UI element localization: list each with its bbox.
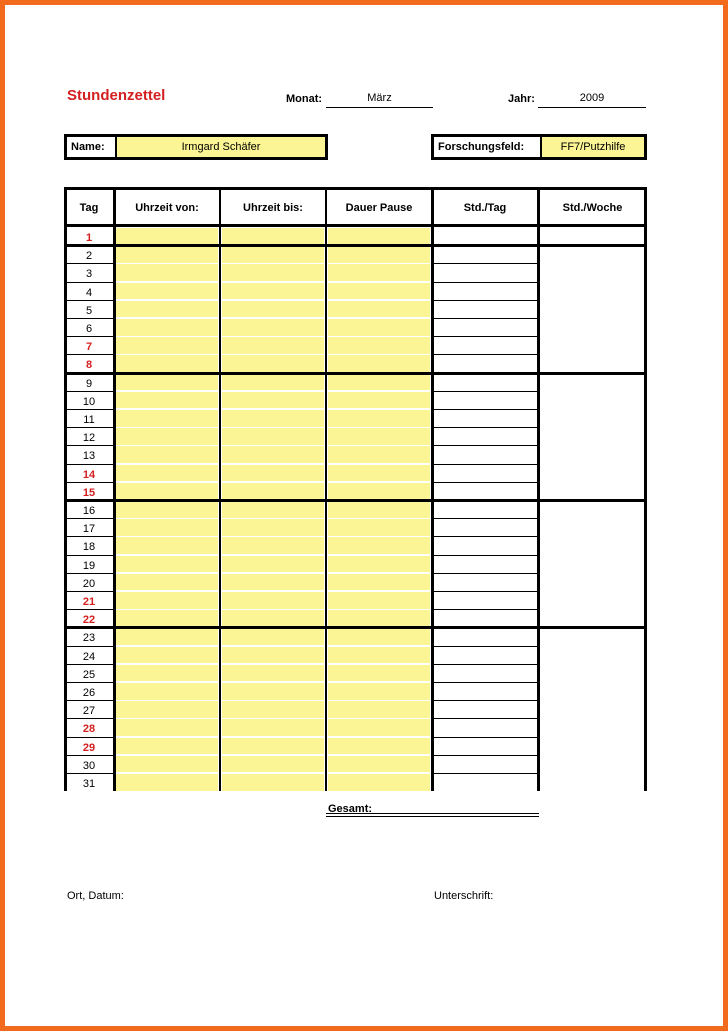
row-divider	[432, 336, 538, 337]
pause-cell[interactable]	[328, 556, 430, 573]
day-number: 6	[85, 323, 93, 335]
row-divider	[432, 737, 538, 738]
name-box	[64, 134, 328, 160]
std-tag-cell[interactable]	[434, 610, 536, 627]
uhrzeit-von-cell[interactable]	[116, 756, 218, 773]
pause-cell[interactable]	[328, 264, 430, 281]
day-number: 13	[82, 450, 96, 463]
uhrzeit-von-cell[interactable]	[116, 428, 218, 445]
uhrzeit-von-cell[interactable]	[116, 374, 218, 391]
pause-cell[interactable]	[328, 301, 430, 318]
row-divider	[432, 664, 538, 665]
pause-cell[interactable]	[328, 774, 430, 791]
pause-cell[interactable]	[328, 410, 430, 427]
row-divider	[432, 427, 538, 428]
std-tag-cell[interactable]	[434, 465, 536, 482]
row-divider	[67, 318, 114, 319]
uhrzeit-von-cell[interactable]	[116, 483, 218, 500]
day-number: 23	[82, 632, 96, 645]
uhrzeit-bis-cell[interactable]	[222, 228, 324, 245]
header-std-tag: Std./Tag	[432, 187, 538, 227]
pause-cell[interactable]	[328, 519, 430, 536]
ort-datum-label: Ort, Datum:	[67, 890, 124, 902]
row-divider	[432, 464, 538, 465]
uhrzeit-von-cell[interactable]	[116, 301, 218, 318]
day-number: 22	[82, 614, 96, 627]
uhrzeit-bis-cell[interactable]	[222, 337, 324, 354]
uhrzeit-von-cell[interactable]	[116, 610, 218, 627]
uhrzeit-bis-cell[interactable]	[222, 264, 324, 281]
header-tag: Tag	[64, 187, 114, 227]
col-border	[431, 187, 434, 791]
uhrzeit-bis-cell[interactable]	[222, 446, 324, 463]
uhrzeit-bis-cell[interactable]	[222, 355, 324, 372]
row-divider	[432, 718, 538, 719]
uhrzeit-bis-cell[interactable]	[222, 519, 324, 536]
row-divider	[67, 700, 114, 701]
forschungsfeld-box	[431, 134, 647, 160]
pause-cell[interactable]	[328, 228, 430, 245]
pause-cell[interactable]	[328, 283, 430, 300]
pause-cell[interactable]	[328, 665, 430, 682]
uhrzeit-von-cell[interactable]	[116, 774, 218, 791]
pause-cell[interactable]	[328, 537, 430, 554]
pause-cell[interactable]	[328, 392, 430, 409]
week-divider	[538, 244, 647, 246]
row-divider	[432, 573, 538, 574]
uhrzeit-von-cell[interactable]	[116, 465, 218, 482]
row-divider	[67, 536, 114, 537]
std-tag-cell[interactable]	[434, 701, 536, 718]
uhrzeit-bis-cell[interactable]	[222, 501, 324, 518]
uhrzeit-von-cell[interactable]	[116, 501, 218, 518]
day-number: 8	[85, 359, 93, 372]
day-number: 4	[85, 286, 93, 299]
row-divider	[67, 646, 114, 647]
jahr-label: Jahr:	[508, 93, 535, 105]
pause-cell[interactable]	[328, 647, 430, 664]
day-number: 30	[82, 759, 96, 772]
row-divider	[432, 263, 538, 264]
std-tag-cell[interactable]	[434, 283, 536, 300]
col-border	[325, 187, 327, 791]
uhrzeit-von-cell[interactable]	[116, 392, 218, 409]
uhrzeit-von-cell[interactable]	[116, 683, 218, 700]
uhrzeit-bis-cell[interactable]	[222, 392, 324, 409]
row-divider	[432, 591, 538, 592]
header-dauer-pause: Dauer Pause	[326, 187, 432, 227]
col-border	[644, 187, 647, 791]
std-tag-cell[interactable]	[434, 337, 536, 354]
pause-cell[interactable]	[328, 738, 430, 755]
uhrzeit-von-cell[interactable]	[116, 446, 218, 463]
pause-cell[interactable]	[328, 756, 430, 773]
uhrzeit-bis-cell[interactable]	[222, 301, 324, 318]
uhrzeit-bis-cell[interactable]	[222, 410, 324, 427]
row-divider	[67, 737, 114, 738]
forschungsfeld-field[interactable]: FF7/Putzhilfe	[542, 137, 644, 157]
uhrzeit-bis-cell[interactable]	[222, 556, 324, 573]
uhrzeit-bis-cell[interactable]	[222, 701, 324, 718]
row-divider	[67, 573, 114, 574]
uhrzeit-von-cell[interactable]	[116, 319, 218, 336]
day-number: 12	[82, 432, 96, 445]
pause-cell[interactable]	[328, 610, 430, 627]
uhrzeit-von-cell[interactable]	[116, 719, 218, 736]
day-number: 20	[82, 577, 96, 590]
uhrzeit-von-cell[interactable]	[116, 337, 218, 354]
row-divider	[67, 263, 114, 264]
uhrzeit-von-cell[interactable]	[116, 574, 218, 591]
uhrzeit-von-cell[interactable]	[116, 592, 218, 609]
uhrzeit-von-cell[interactable]	[116, 665, 218, 682]
pause-cell[interactable]	[328, 701, 430, 718]
uhrzeit-von-cell[interactable]	[116, 519, 218, 536]
std-tag-cell[interactable]	[434, 574, 536, 591]
row-divider	[67, 282, 114, 283]
day-number: 11	[83, 414, 95, 426]
uhrzeit-bis-cell[interactable]	[222, 628, 324, 645]
row-divider	[432, 682, 538, 683]
std-tag-cell[interactable]	[434, 756, 536, 773]
std-tag-cell[interactable]	[434, 592, 536, 609]
row-divider	[432, 518, 538, 519]
row-divider	[67, 409, 114, 410]
day-number: 3	[85, 268, 93, 281]
std-tag-cell[interactable]	[434, 246, 536, 263]
uhrzeit-von-cell[interactable]	[116, 628, 218, 645]
col-border	[219, 187, 221, 791]
uhrzeit-bis-cell[interactable]	[222, 756, 324, 773]
std-tag-cell[interactable]	[434, 319, 536, 336]
pause-cell[interactable]	[328, 465, 430, 482]
std-tag-cell[interactable]	[434, 392, 536, 409]
day-number: 28	[82, 723, 96, 736]
row-divider	[67, 682, 114, 683]
uhrzeit-bis-cell[interactable]	[222, 665, 324, 682]
uhrzeit-von-cell[interactable]	[116, 246, 218, 263]
header-std-woche: Std./Woche	[538, 187, 647, 227]
name-field[interactable]: Irmgard Schäfer	[117, 137, 325, 157]
std-tag-cell[interactable]	[434, 410, 536, 427]
std-tag-cell[interactable]	[434, 738, 536, 755]
row-divider	[67, 391, 114, 392]
uhrzeit-von-cell[interactable]	[116, 647, 218, 664]
std-tag-cell[interactable]	[434, 647, 536, 664]
row-divider	[67, 482, 114, 483]
day-number: 25	[82, 668, 96, 681]
row-divider	[432, 300, 538, 301]
pause-cell[interactable]	[328, 446, 430, 463]
uhrzeit-von-cell[interactable]	[116, 355, 218, 372]
row-divider	[67, 518, 114, 519]
uhrzeit-bis-cell[interactable]	[222, 483, 324, 500]
std-tag-cell[interactable]	[434, 446, 536, 463]
uhrzeit-bis-cell[interactable]	[222, 647, 324, 664]
uhrzeit-von-cell[interactable]	[116, 701, 218, 718]
row-divider	[432, 445, 538, 446]
day-number: 21	[82, 596, 96, 608]
uhrzeit-bis-cell[interactable]	[222, 683, 324, 700]
row-divider	[67, 609, 114, 610]
day-number: 5	[85, 304, 93, 317]
pause-cell[interactable]	[328, 319, 430, 336]
pause-cell[interactable]	[328, 355, 430, 372]
row-divider	[67, 354, 114, 355]
header-uhrzeit-von: Uhrzeit von:	[114, 187, 220, 227]
forschungsfeld-label: Forschungsfeld:	[434, 137, 542, 157]
col-border	[113, 187, 116, 791]
pause-cell[interactable]	[328, 374, 430, 391]
header-uhrzeit-bis: Uhrzeit bis:	[220, 187, 326, 227]
row-divider	[67, 591, 114, 592]
uhrzeit-bis-cell[interactable]	[222, 574, 324, 591]
day-number: 27	[82, 705, 96, 718]
day-number: 2	[85, 250, 93, 263]
std-tag-cell[interactable]	[434, 665, 536, 682]
row-divider	[432, 755, 538, 756]
monat-field[interactable]: März	[326, 92, 433, 108]
day-number: 26	[82, 687, 96, 699]
uhrzeit-bis-cell[interactable]	[222, 246, 324, 263]
std-tag-cell[interactable]	[434, 719, 536, 736]
std-tag-cell[interactable]	[434, 264, 536, 281]
row-divider	[432, 409, 538, 410]
std-tag-cell[interactable]	[434, 501, 536, 518]
pause-cell[interactable]	[328, 719, 430, 736]
uhrzeit-bis-cell[interactable]	[222, 465, 324, 482]
uhrzeit-von-cell[interactable]	[116, 537, 218, 554]
uhrzeit-bis-cell[interactable]	[222, 374, 324, 391]
pause-cell[interactable]	[328, 483, 430, 500]
row-divider	[432, 318, 538, 319]
std-tag-cell[interactable]	[434, 556, 536, 573]
pause-cell[interactable]	[328, 574, 430, 591]
std-tag-cell[interactable]	[434, 483, 536, 500]
std-tag-cell[interactable]	[434, 628, 536, 645]
pause-cell[interactable]	[328, 428, 430, 445]
std-tag-cell[interactable]	[434, 537, 536, 554]
day-number: 7	[85, 341, 93, 354]
std-tag-cell[interactable]	[434, 683, 536, 700]
uhrzeit-bis-cell[interactable]	[222, 283, 324, 300]
std-tag-cell[interactable]	[434, 301, 536, 318]
row-divider	[67, 336, 114, 337]
day-number: 19	[82, 559, 96, 572]
pause-cell[interactable]	[328, 501, 430, 518]
std-tag-cell[interactable]	[434, 228, 536, 245]
day-number: 15	[82, 486, 96, 499]
uhrzeit-von-cell[interactable]	[116, 264, 218, 281]
uhrzeit-bis-cell[interactable]	[222, 537, 324, 554]
day-number: 9	[85, 377, 93, 390]
pause-cell[interactable]	[328, 246, 430, 263]
pause-cell[interactable]	[328, 628, 430, 645]
row-divider	[432, 354, 538, 355]
row-divider	[67, 464, 114, 465]
std-tag-cell[interactable]	[434, 519, 536, 536]
row-divider	[67, 755, 114, 756]
uhrzeit-von-cell[interactable]	[116, 228, 218, 245]
day-number: 10	[82, 395, 96, 408]
uhrzeit-von-cell[interactable]	[116, 738, 218, 755]
row-divider	[432, 482, 538, 483]
monat-label: Monat:	[286, 93, 323, 105]
day-number: 16	[82, 505, 96, 517]
row-divider	[67, 445, 114, 446]
std-tag-cell[interactable]	[434, 428, 536, 445]
row-divider	[67, 300, 114, 301]
std-tag-cell[interactable]	[434, 374, 536, 391]
uhrzeit-von-cell[interactable]	[116, 283, 218, 300]
col-border	[537, 187, 540, 791]
day-number: 14	[82, 468, 96, 481]
day-number: 29	[82, 741, 96, 754]
row-divider	[432, 555, 538, 556]
day-number: 17	[82, 523, 96, 536]
week-separator	[64, 626, 647, 629]
row-divider	[67, 664, 114, 665]
row-divider	[432, 646, 538, 647]
name-label: Name:	[67, 137, 117, 157]
row-divider	[67, 718, 114, 719]
uhrzeit-bis-cell[interactable]	[222, 428, 324, 445]
uhrzeit-bis-cell[interactable]	[222, 774, 324, 791]
uhrzeit-von-cell[interactable]	[116, 410, 218, 427]
row-divider	[432, 536, 538, 537]
page-title: Stundenzettel	[67, 87, 166, 104]
pause-cell[interactable]	[328, 683, 430, 700]
row-divider	[432, 700, 538, 701]
uhrzeit-bis-cell[interactable]	[222, 319, 324, 336]
row-divider	[432, 773, 538, 774]
day-number: 1	[85, 232, 93, 244]
uhrzeit-bis-cell[interactable]	[222, 738, 324, 755]
uhrzeit-bis-cell[interactable]	[222, 719, 324, 736]
uhrzeit-bis-cell[interactable]	[222, 592, 324, 609]
pause-cell[interactable]	[328, 337, 430, 354]
uhrzeit-bis-cell[interactable]	[222, 610, 324, 627]
uhrzeit-von-cell[interactable]	[116, 556, 218, 573]
row-divider	[67, 555, 114, 556]
row-divider	[67, 427, 114, 428]
std-tag-cell[interactable]	[434, 774, 536, 791]
week-separator	[64, 372, 647, 375]
row-divider	[432, 391, 538, 392]
row-divider	[432, 282, 538, 283]
col-border	[64, 187, 67, 791]
day-number: 31	[82, 778, 96, 790]
jahr-field[interactable]: 2009	[538, 92, 646, 108]
week-separator	[64, 499, 647, 502]
std-tag-cell[interactable]	[434, 355, 536, 372]
gesamt-label: Gesamt:	[326, 803, 539, 817]
day-number: 18	[82, 541, 96, 554]
pause-cell[interactable]	[328, 592, 430, 609]
row-divider	[432, 609, 538, 610]
row-divider	[67, 773, 114, 774]
day-number: 24	[82, 650, 96, 663]
unterschrift-label: Unterschrift:	[434, 890, 494, 902]
